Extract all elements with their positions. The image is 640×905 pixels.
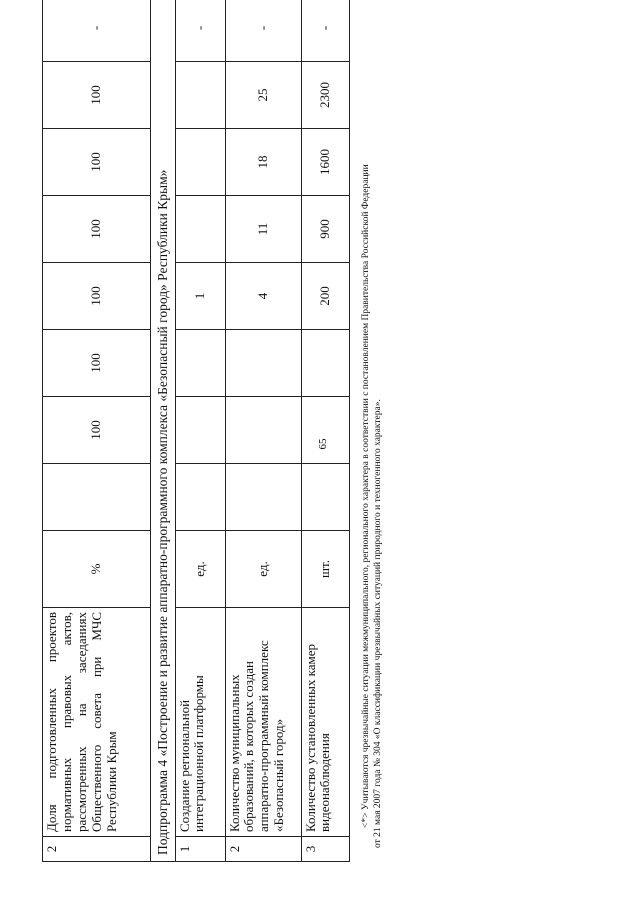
value-cell [301,464,349,531]
value-cell [175,397,225,464]
value-cell: 1 [175,263,225,330]
indicator-name: Количество муниципальных образований, в которых создан аппаратно-программный комплекс «Безопасный город» [225,608,301,837]
value-cell: - [225,0,301,62]
table-row [175,0,225,862]
value-cell [43,464,151,531]
row-number: 1 [175,837,225,862]
value-cell: 18 [225,129,301,196]
value-cell: 100 [43,263,151,330]
value-cell: 4 [225,263,301,330]
indicator-name: Доля подготовленных проектов нормативных правовых актов, рассмотренных на заседаниях Общественного совета при МЧС Республики Крым [43,608,151,837]
value-cell [225,397,301,464]
table-row [301,0,349,862]
value-cell: 2300 [301,62,349,129]
value-cell [175,464,225,531]
value-cell [301,397,349,464]
indicators-table [42,0,350,862]
value-cell: 200 [301,263,349,330]
value-cell: 900 [301,196,349,263]
subprogram-row [151,0,176,862]
footnote-line-1: <*> Учитываются чрезвычайные ситуации межмуниципального, регионального характера в соответствии с постановлением Правительства Российской Федерации [360,164,371,828]
rotated-page-content [42,25,402,862]
value-cell: 1600 [301,129,349,196]
value-cell: 25 [225,62,301,129]
value-cell [175,62,225,129]
value-cell: 100 [43,62,151,129]
value-cell: 100 [43,397,151,464]
footnote-line-2: от 21 мая 2007 года № 304 «О классификации чрезвычайных ситуаций природного и техногенного характера». [373,399,384,848]
row-number: 2 [43,837,151,862]
unit-cell: % [43,531,151,608]
value-cell [175,196,225,263]
row-number: 3 [301,837,349,862]
value-cell [175,129,225,196]
value-cell [225,330,301,397]
indicators-table-body [43,0,350,862]
unit-cell: шт. [301,531,349,608]
value-cell: 100 [43,196,151,263]
value-cell: - [301,0,349,62]
page-number: 65 [317,438,329,450]
unit-cell: ед. [225,531,301,608]
value-cell [225,464,301,531]
value-cell: 100 [43,330,151,397]
table-row [43,0,151,862]
value-cell: 11 [225,196,301,263]
value-cell: 100 [43,129,151,196]
footnote [360,78,386,862]
value-cell: - [43,0,151,62]
row-number: 2 [225,837,301,862]
subprogram-title: Подпрограмма 4 «Построение и развитие аппаратно-программного комплекса «Безопасный город» Республики Крым» [151,0,176,862]
value-cell [175,330,225,397]
value-cell: - [175,0,225,62]
indicator-name: Количество установленных камер видеонаблюдения [301,608,349,837]
indicator-name: Создание региональной интеграционной платформы [175,608,225,837]
value-cell [301,330,349,397]
unit-cell: ед. [175,531,225,608]
table-row [225,0,301,862]
